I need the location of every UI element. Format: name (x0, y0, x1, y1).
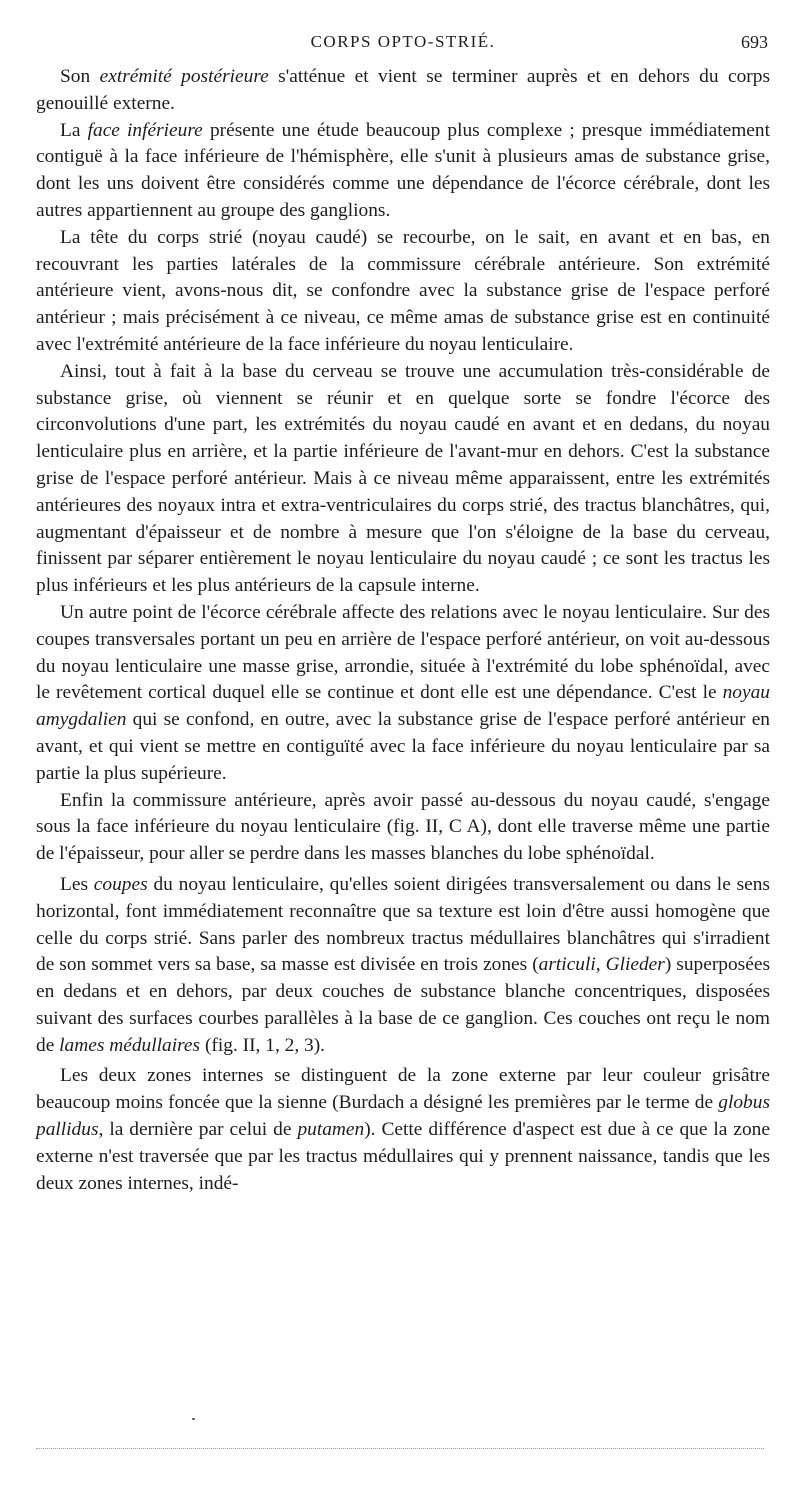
italic-text: putamen (297, 1119, 365, 1141)
footer-dotted-rule (36, 1448, 764, 1449)
text-run: La tête du corps strié (noyau caudé) se recourbe, on le sait, en avant et en bas, en recouvrant les parties latérales de la commissure cérébrale antérieure. Son extrémité antérieure vient, avons-nous dit, se confondre avec la substance grise de l'espace perforé antérieur ; mais précisément à ce niveau, ce même amas de substance grise est en continuité avec l'extrémité antérieure de la face inférieure du noyau lenticulaire. (36, 226, 770, 355)
paragraph (36, 118, 770, 225)
text-run: Enfin la commissure antérieure, après avoir passé au-dessous du noyau caudé, s'engage sous la face inférieure du noyau lenticulaire (fig. II, C A), dont elle traverse même une partie de l'épaisseur, pour aller se perdre dans les masses blanches du lobe sphénoïdal. (36, 789, 770, 865)
paragraph (36, 64, 770, 118)
text-run: Ainsi, tout à fait à la base du cerveau se trouve une accumulation très-considérable de substance grise, où viennent se réunir et en quelque sorte se fondre l'écorce des circonvolutions d'une part, les extrémités du noyau caudé en avant et en dedans, du noyau lenticulaire plus en arrière, et la partie inférieure de l'avant-mur en dehors. C'est la substance grise de l'espace perforé antérieur. Mais à ce niveau même apparaissent, entre les extrémités antérieures des noyaux intra et extra-ventriculaires du corps strié, des tractus blanchâtres, qui, augmentant d'épaisseur et de nombre à mesure que l'on s'éloigne de la base du cerveau, finissent par séparer entièrement le noyau lenticulaire du noyau caudé ; ce sont les tractus les plus inférieurs et les plus antérieurs de la capsule interne. (36, 360, 770, 597)
text-run: ) superposées en dedans et en dehors, par deux couches de substance blanche concentriques, disposées suivant des surfaces courbes parallèles à la base de ce ganglion. Ces couches ont reçu le nom de (36, 954, 770, 1056)
text-run: Son (60, 66, 100, 87)
paragraph (36, 359, 770, 600)
text-run: s'atténue et vient se terminer auprès et en dehors du corps genouillé externe. (36, 66, 770, 114)
italic-text: coupes (93, 873, 148, 895)
italic-text: face inférieure (87, 119, 203, 141)
text-run: Les deux zones internes se distinguent de la zone externe par leur couleur grisâtre beaucoup moins foncée que la sienne (Burdach a désigné les premières par le terme de (36, 1065, 770, 1114)
paragraph (36, 1063, 770, 1197)
ink-speck (192, 1418, 195, 1420)
italic-text: extrémité postérieure (99, 66, 269, 87)
running-head: CORPS OPTO-STRIÉ. (310, 32, 496, 51)
text-run: qui se confond, en outre, avec la substance grise de l'espace perforé antérieur en avant, et qui vient se mettre en contiguïté avec la face inférieure du noyau lenticulaire par sa partie la plus supérieure. (36, 709, 770, 784)
paragraph (36, 225, 770, 359)
body-text (36, 64, 770, 1197)
book-page (36, 28, 770, 1197)
paragraph (36, 788, 770, 868)
text-run: du noyau lenticulaire, qu'elles soient dirigées transversalement ou dans le sens horizontal, font immédiatement reconnaître que sa texture est loin d'être aussi homogène que celle du corps strié. Sans parler des nombreux tractus médullaires blanchâtres qui s'irradient de son sommet vers sa base, sa masse est divisée en trois zones ( (36, 873, 770, 976)
italic-text: articuli, Glieder (538, 954, 665, 976)
paragraph (36, 600, 770, 788)
page-header (36, 28, 770, 58)
italic-text: noyau amygdalien (36, 682, 770, 731)
text-run: présente une étude beaucoup plus complexe ; presque immédiatement contiguë à la face inférieure de l'hémisphère, elle s'unit à plusieurs amas de substance grise, dont les uns doivent être considérés comme une dépendance de l'écorce cérébrale, dont les autres appartiennent au groupe des ganglions. (36, 119, 770, 221)
text-run: Un autre point de l'écorce cérébrale affecte des relations avec le noyau lenticulaire. Sur des coupes transversales portant un peu en arrière de l'espace perforé antérieur, on voit au-dessous du noyau lenticulaire une masse grise, arrondie, située à l'extrémité du lobe sphénoïdal, avec le revêtement cortical duquel elle se continue et dont elle est une dépendance. C'est le (36, 601, 770, 704)
text-run: ). Cette différence d'aspect est due à ce que la zone externe n'est traversée que par les tractus médullaires qui y prennent naissance, tandis que les deux zones internes, indé- (36, 1119, 770, 1194)
text-run: , la dernière par celui de (98, 1119, 298, 1141)
text-run: Les (60, 873, 94, 895)
italic-text: lames médullaires (59, 1034, 201, 1056)
text-run: La (60, 119, 88, 141)
page-number: 693 (741, 32, 768, 52)
italic-text: globus pallidus (36, 1092, 770, 1141)
paragraph (36, 872, 770, 1060)
text-run: (fig. II, 1, 2, 3). (200, 1034, 326, 1056)
